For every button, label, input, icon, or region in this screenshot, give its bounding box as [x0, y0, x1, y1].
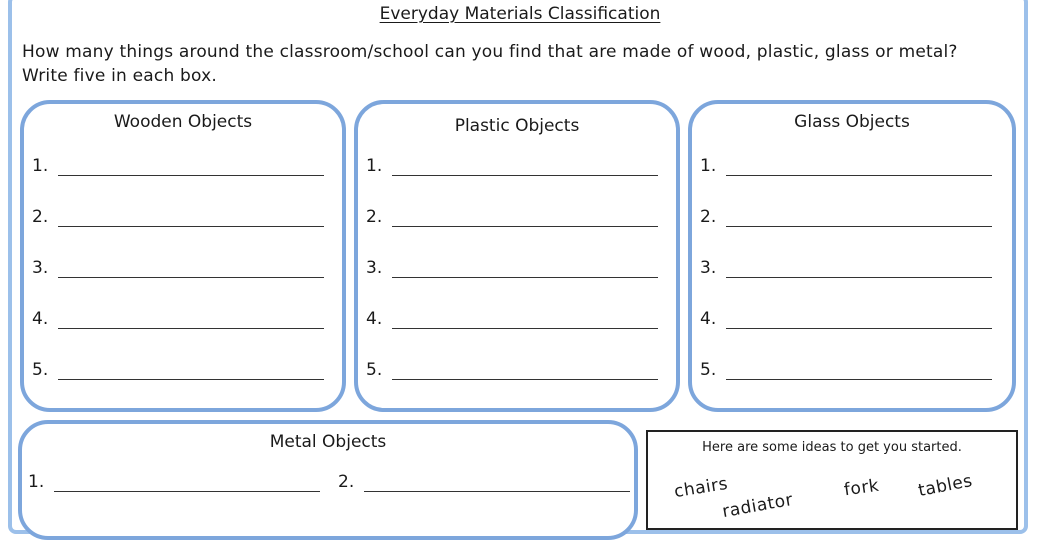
- answer-blank[interactable]: [58, 261, 324, 278]
- line-number: 5.: [366, 360, 383, 380]
- answer-blank[interactable]: [392, 159, 658, 176]
- line-number: 1.: [366, 156, 383, 176]
- wooden-line-3: [32, 258, 324, 278]
- worksheet-title: Everyday Materials Classification: [379, 4, 661, 24]
- plastic-line-1: [366, 156, 658, 176]
- metal-objects-box: [18, 420, 638, 540]
- glass-line-1: [700, 156, 992, 176]
- line-number: 4.: [700, 309, 717, 329]
- plastic-objects-title: Plastic Objects: [454, 116, 580, 136]
- line-number: 3.: [700, 258, 717, 278]
- instructions-line-2: Write five in each box.: [22, 66, 217, 86]
- glass-line-2: [700, 207, 992, 227]
- metal-objects-title: Metal Objects: [269, 432, 387, 452]
- idea-word-tables: tables: [916, 470, 975, 502]
- answer-blank[interactable]: [58, 210, 324, 227]
- answer-blank[interactable]: [58, 363, 324, 380]
- answer-blank[interactable]: [54, 475, 320, 492]
- plastic-line-2: [366, 207, 658, 227]
- answer-blank[interactable]: [58, 312, 324, 329]
- wooden-line-1: [32, 156, 324, 176]
- glass-line-5: [700, 360, 992, 380]
- line-number: 3.: [32, 258, 49, 278]
- answer-blank[interactable]: [392, 363, 658, 380]
- ideas-box: [646, 430, 1018, 530]
- answer-blank[interactable]: [392, 312, 658, 329]
- line-number: 3.: [366, 258, 383, 278]
- plastic-line-3: [366, 258, 658, 278]
- glass-line-4: [700, 309, 992, 329]
- wooden-line-5: [32, 360, 324, 380]
- answer-blank[interactable]: [392, 210, 658, 227]
- line-number: 2.: [700, 207, 717, 227]
- glass-line-3: [700, 258, 992, 278]
- metal-line-1: [28, 472, 320, 492]
- instructions: [22, 40, 1022, 88]
- idea-word-chairs: chairs: [672, 473, 730, 503]
- metal-line-2: [338, 472, 630, 492]
- answer-blank[interactable]: [726, 363, 992, 380]
- plastic-objects-box: [354, 100, 680, 412]
- answer-blank[interactable]: [58, 159, 324, 176]
- line-number: 1.: [28, 472, 45, 492]
- ideas-heading: Here are some ideas to get you started.: [702, 440, 962, 455]
- line-number: 5.: [700, 360, 717, 380]
- idea-word-radiator: radiator: [720, 489, 795, 523]
- line-number: 1.: [700, 156, 717, 176]
- idea-word-fork: fork: [842, 475, 881, 501]
- plastic-line-5: [366, 360, 658, 380]
- line-number: 4.: [32, 309, 49, 329]
- answer-blank[interactable]: [364, 475, 630, 492]
- line-number: 4.: [366, 309, 383, 329]
- answer-blank[interactable]: [726, 210, 992, 227]
- answer-blank[interactable]: [726, 312, 992, 329]
- wooden-objects-title: Wooden Objects: [113, 112, 253, 132]
- plastic-line-4: [366, 309, 658, 329]
- instructions-line-1: How many things around the classroom/school can you find that are made of wood, plastic, glass or metal?: [22, 42, 958, 62]
- answer-blank[interactable]: [726, 159, 992, 176]
- wooden-line-4: [32, 309, 324, 329]
- line-number: 2.: [338, 472, 355, 492]
- wooden-line-2: [32, 207, 324, 227]
- line-number: 1.: [32, 156, 49, 176]
- wooden-objects-box: [20, 100, 346, 412]
- answer-blank[interactable]: [392, 261, 658, 278]
- glass-objects-box: [688, 100, 1016, 412]
- answer-blank[interactable]: [726, 261, 992, 278]
- glass-objects-title: Glass Objects: [794, 112, 910, 132]
- line-number: 2.: [366, 207, 383, 227]
- line-number: 5.: [32, 360, 49, 380]
- line-number: 2.: [32, 207, 49, 227]
